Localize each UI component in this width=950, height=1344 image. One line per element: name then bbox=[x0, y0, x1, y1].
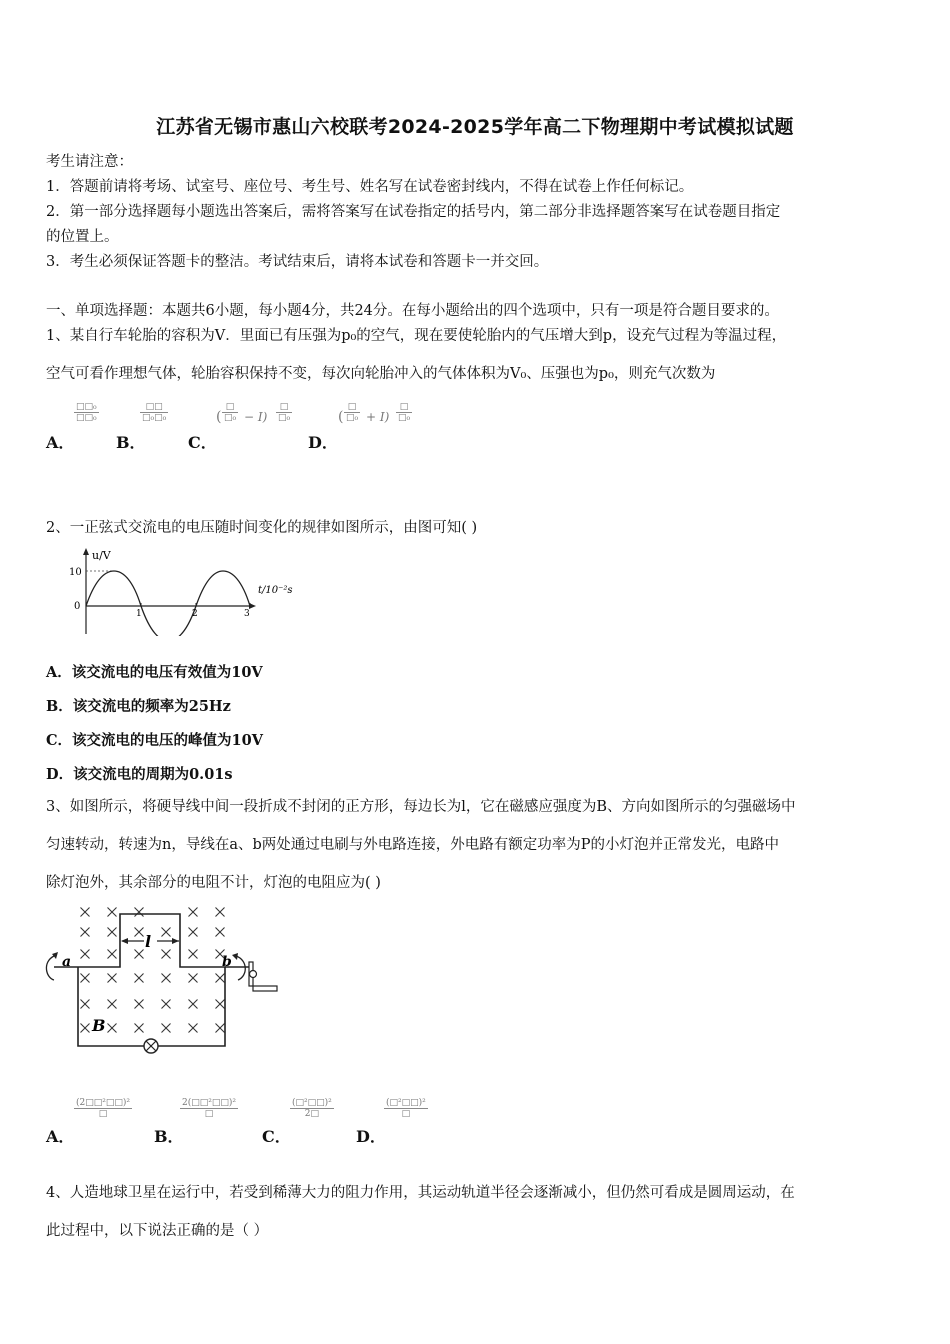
option-formula bbox=[290, 1098, 334, 1119]
formula-numerator: □ bbox=[222, 402, 238, 413]
peak-label: 10 bbox=[69, 567, 82, 578]
formula-denominator: □₀ bbox=[346, 413, 359, 423]
q2-choice-c[interactable]: C．该交流电的电压的峰值为10V bbox=[46, 732, 263, 749]
q1-option-c[interactable] bbox=[188, 400, 298, 452]
rotation-arrowhead-right bbox=[232, 953, 238, 960]
option-formula bbox=[384, 1098, 428, 1119]
terminal-b-label: b bbox=[222, 954, 232, 970]
terminal-a-label: a bbox=[62, 954, 72, 970]
option-formula bbox=[74, 1098, 132, 1119]
q3-option-b[interactable] bbox=[154, 1096, 254, 1146]
option-label: A． bbox=[46, 1127, 75, 1146]
option-label: B． bbox=[116, 433, 146, 452]
option-label: D． bbox=[356, 1127, 386, 1146]
q3-stem-line1: 3、如图所示，将硬导线中间一段折成不封闭的正方形，每边长为l，它在磁感应强度为B、方向如图所示的匀强磁场中 bbox=[46, 799, 796, 815]
formula-denominator: 2□ bbox=[304, 1109, 319, 1119]
formula-term: − I) bbox=[244, 410, 268, 424]
q1-option-d[interactable] bbox=[308, 400, 428, 452]
notice-item-1: 1．答题前请将考场、试室号、座位号、考生号、姓名写在试卷密封线内，不得在试卷上作任何标记。 bbox=[46, 179, 694, 195]
option-formula-tail bbox=[396, 402, 412, 423]
q2-voltage-graph bbox=[62, 546, 302, 636]
q3-option-d[interactable] bbox=[356, 1096, 446, 1146]
page-title: 江苏省无锡市惠山六校联考2024-2025学年高二下物理期中考试模拟试题 bbox=[156, 116, 794, 138]
formula-denominator: □₀ bbox=[278, 413, 291, 423]
formula-paren: ( bbox=[338, 409, 344, 425]
formula-numerator: 2(□□²□□)² bbox=[182, 1098, 236, 1108]
crank-handle bbox=[253, 986, 277, 991]
option-label: C． bbox=[188, 433, 217, 452]
q1-option-b[interactable] bbox=[116, 400, 186, 452]
formula-denominator: □₀ bbox=[224, 413, 237, 423]
formula-denominator: □□₀ bbox=[76, 413, 97, 423]
notice-item-2: 2．第一部分选择题每小题选出答案后，需将答案写在试卷指定的括号内，第二部分非选择题答案写在试卷题目指定 bbox=[46, 204, 781, 220]
q4-stem-line2: 此过程中，以下说法正确的是（ ） bbox=[46, 1223, 269, 1239]
option-formula-tail bbox=[276, 402, 292, 423]
formula-numerator: □ bbox=[396, 402, 412, 413]
option-formula bbox=[180, 1098, 238, 1119]
field-b-label: B bbox=[92, 1016, 106, 1035]
q3-circuit-figure bbox=[40, 898, 290, 1068]
formula-numerator: □ bbox=[276, 402, 292, 413]
y-axis-label: u/V bbox=[92, 549, 111, 562]
origin-label: 0 bbox=[74, 601, 81, 612]
q3-option-c[interactable] bbox=[262, 1096, 352, 1146]
q1-stem-line2: 空气可看作理想气体，轮胎容积保持不变，每次向轮胎冲入的气体体积为V₀、压强也为p₀，则充气次数为 bbox=[46, 366, 716, 382]
rotation-arrow-right-icon bbox=[236, 956, 245, 980]
formula-term: + I) bbox=[366, 410, 390, 424]
formula-numerator: □□ bbox=[140, 402, 168, 413]
length-arrowhead-right bbox=[172, 938, 179, 944]
formula-numerator: □ bbox=[344, 402, 360, 413]
y-axis-arrow bbox=[83, 548, 89, 555]
q3-option-a[interactable] bbox=[46, 1096, 146, 1146]
notice-item-2-cont: 的位置上。 bbox=[46, 229, 119, 245]
formula-denominator: □₀ bbox=[398, 413, 411, 423]
q2-choice-a[interactable]: A．该交流电的电压有效值为10V bbox=[46, 664, 263, 681]
option-formula bbox=[222, 402, 238, 423]
magnetic-field-crosses bbox=[81, 908, 225, 1033]
formula-numerator: (□²□□)² bbox=[386, 1098, 426, 1108]
formula-denominator: □ bbox=[204, 1109, 214, 1119]
x-tick-label-3: 3 bbox=[244, 609, 250, 619]
option-label: D． bbox=[308, 433, 338, 452]
sine-wave bbox=[86, 571, 250, 636]
x-tick-label-2: 2 bbox=[192, 609, 198, 619]
option-label: B． bbox=[154, 1127, 184, 1146]
formula-denominator: □ bbox=[98, 1109, 108, 1119]
crank-pivot bbox=[250, 971, 257, 978]
formula-numerator: (□²□□)² bbox=[292, 1098, 332, 1108]
length-arrowhead-left bbox=[121, 938, 128, 944]
formula-numerator: □□₀ bbox=[76, 402, 97, 412]
option-formula bbox=[344, 402, 360, 423]
rotation-arrow-left-icon bbox=[46, 956, 54, 980]
section-heading: 一、单项选择题：本题共6小题，每小题4分，共24分。在每小题给出的四个选项中，只有一项是符合题目要求的。 bbox=[46, 303, 779, 319]
q1-stem-line1: 1、某自行车轮胎的容积为V．里面已有压强为p₀的空气，现在要使轮胎内的气压增大到p，设充气过程为等温过程， bbox=[46, 328, 787, 344]
rotation-arrowhead-left bbox=[52, 952, 58, 959]
q4-stem-line1: 4、人造地球卫星在运行中，若受到稀薄大力的阻力作用，其运动轨道半径会逐渐减小，但仍然可看成是圆周运动，在 bbox=[46, 1185, 795, 1201]
q1-option-a[interactable] bbox=[46, 400, 116, 452]
option-label: A． bbox=[46, 433, 75, 452]
option-formula bbox=[74, 402, 99, 423]
formula-paren: ( bbox=[216, 409, 222, 425]
formula-denominator: □ bbox=[401, 1109, 411, 1119]
q3-stem-line3: 除灯泡外，其余部分的电阻不计，灯泡的电阻应为( ) bbox=[46, 875, 381, 891]
notice-heading: 考生请注意： bbox=[46, 154, 133, 170]
x-axis-label: t/10⁻²s bbox=[258, 585, 293, 596]
option-label: C． bbox=[262, 1127, 291, 1146]
x-tick-label-1: 1 bbox=[136, 609, 142, 619]
q3-stem-line2: 匀速转动，转速为n，导线在a、b两处通过电刷与外电路连接，外电路有额定功率为P的小灯泡并正常发光，电路中 bbox=[46, 837, 780, 853]
notice-item-3: 3．考生必须保证答题卡的整洁。考试结束后，请将本试卷和答题卡一并交回。 bbox=[46, 254, 549, 270]
option-formula bbox=[140, 402, 168, 423]
length-label: l bbox=[145, 932, 152, 951]
q2-choice-b[interactable]: B．该交流电的频率为25Hz bbox=[46, 698, 231, 715]
formula-denominator: □₀□₀ bbox=[142, 413, 167, 423]
q2-stem: 2、一正弦式交流电的电压随时间变化的规律如图所示，由图可知( ) bbox=[46, 520, 478, 536]
q2-choice-d[interactable]: D．该交流电的周期为0.01s bbox=[46, 766, 233, 783]
formula-numerator: (2□□²□□)² bbox=[76, 1098, 130, 1108]
